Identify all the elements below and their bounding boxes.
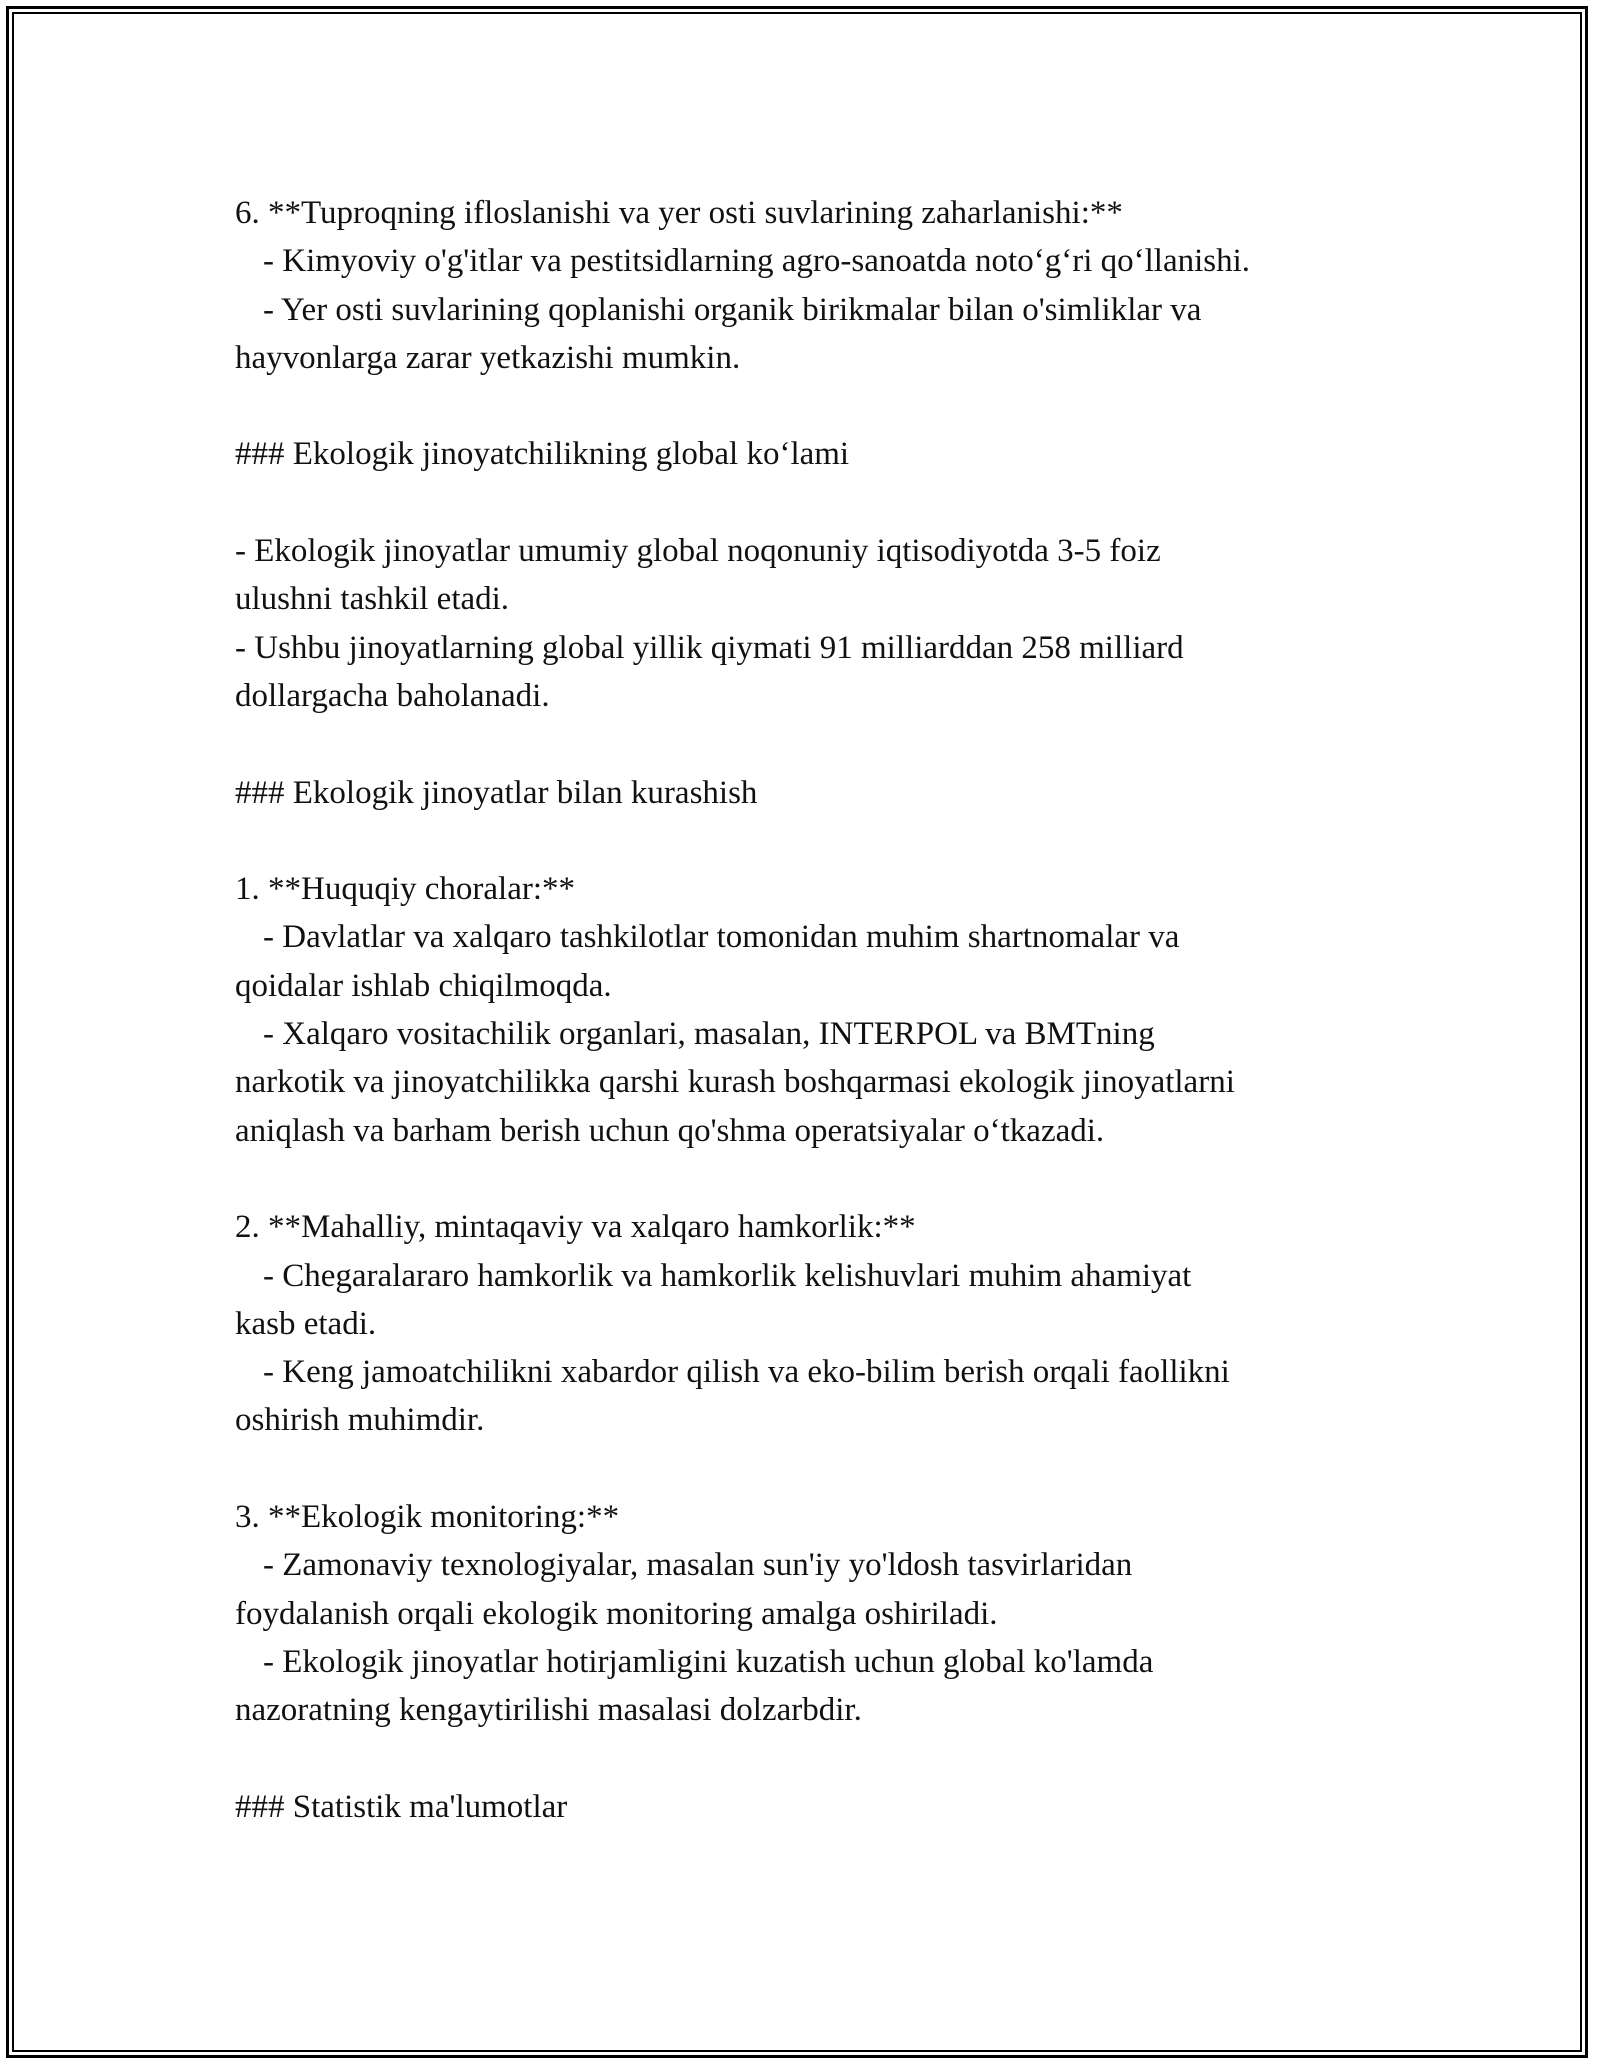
- spacer: [235, 1445, 1385, 1493]
- list-subitem: - Davlatlar va xalqaro tashkilotlar tomonidan muhim shartnomalar va: [263, 919, 1180, 956]
- list-subitem-continuation: kasb etadi.: [235, 1305, 377, 1342]
- spacer: [235, 1735, 1385, 1783]
- list-subitem-continuation: narkotik va jinoyatchilikka qarshi kurash boshqarmasi ekologik jinoyatlarni: [235, 1064, 1235, 1101]
- list-subitem-continuation: aniqlash va barham berish uchun qo'shma operatsiyalar o‘tkazadi.: [235, 1112, 1105, 1149]
- bullet-item-continuation: dollargacha baholanadi.: [235, 677, 550, 714]
- section-heading-combating: ### Ekologik jinoyatlar bilan kurashish: [235, 774, 758, 811]
- list-subitem: - Xalqaro vositachilik organlari, masalan, INTERPOL va BMTning: [263, 1016, 1155, 1053]
- list-subitem: - Zamonaviy texnologiyalar, masalan sun'iy yo'ldosh tasvirlaridan: [263, 1547, 1133, 1584]
- section-heading-statistics: ### Statistik ma'lumotlar: [235, 1788, 568, 1825]
- spacer: [235, 817, 1385, 865]
- list-subitem-continuation: qoidalar ishlab chiqilmoqda.: [235, 967, 612, 1004]
- document-body: [235, 189, 1385, 1831]
- list-item-heading-3: 3. **Ekologik monitoring:**: [235, 1499, 620, 1536]
- bullet-item: - Ekologik jinoyatlar umumiy global noqonuniy iqtisodiyotda 3-5 foiz: [235, 533, 1161, 570]
- list-subitem: - Keng jamoatchilikni xabardor qilish va eko-bilim berish orqali faollikni: [263, 1354, 1230, 1391]
- list-subitem-continuation: foydalanish orqali ekologik monitoring amalga oshiriladi.: [235, 1595, 998, 1632]
- list-subitem: - Ekologik jinoyatlar hotirjamligini kuzatish uchun global ko'lamda: [263, 1643, 1154, 1680]
- spacer: [235, 479, 1385, 527]
- list-subitem-continuation: hayvonlarga zarar yetkazishi mumkin.: [235, 339, 741, 376]
- list-subitem-continuation: nazoratning kengaytirilishi masalasi dolzarbdir.: [235, 1692, 862, 1729]
- spacer: [235, 1155, 1385, 1203]
- section-heading-global-scale: ### Ekologik jinoyatchilikning global ko‘lami: [235, 436, 850, 473]
- list-item-heading-6: 6. **Tuproqning ifloslanishi va yer osti suvlarining zaharlanishi:**: [235, 195, 1123, 231]
- bullet-item: - Ushbu jinoyatlarning global yillik qiymati 91 milliarddan 258 milliard: [235, 629, 1184, 666]
- spacer: [235, 382, 1385, 430]
- bullet-item-continuation: ulushni tashkil etadi.: [235, 581, 510, 618]
- list-item-heading-1: 1. **Huquqiy choralar:**: [235, 871, 576, 908]
- list-subitem: - Yer osti suvlarining qoplanishi organik birikmalar bilan o'simliklar va: [263, 291, 1202, 328]
- list-subitem-continuation: oshirish muhimdir.: [235, 1402, 485, 1439]
- spacer: [235, 720, 1385, 768]
- list-subitem: - Kimyoviy o'g'itlar va pestitsidlarning agro-sanoatda noto‘g‘ri qo‘llanishi.: [263, 243, 1251, 280]
- list-item-heading-2: 2. **Mahalliy, mintaqaviy va xalqaro hamkorlik:**: [235, 1209, 916, 1246]
- list-subitem: - Chegaralararo hamkorlik va hamkorlik kelishuvlari muhim ahamiyat: [263, 1257, 1192, 1294]
